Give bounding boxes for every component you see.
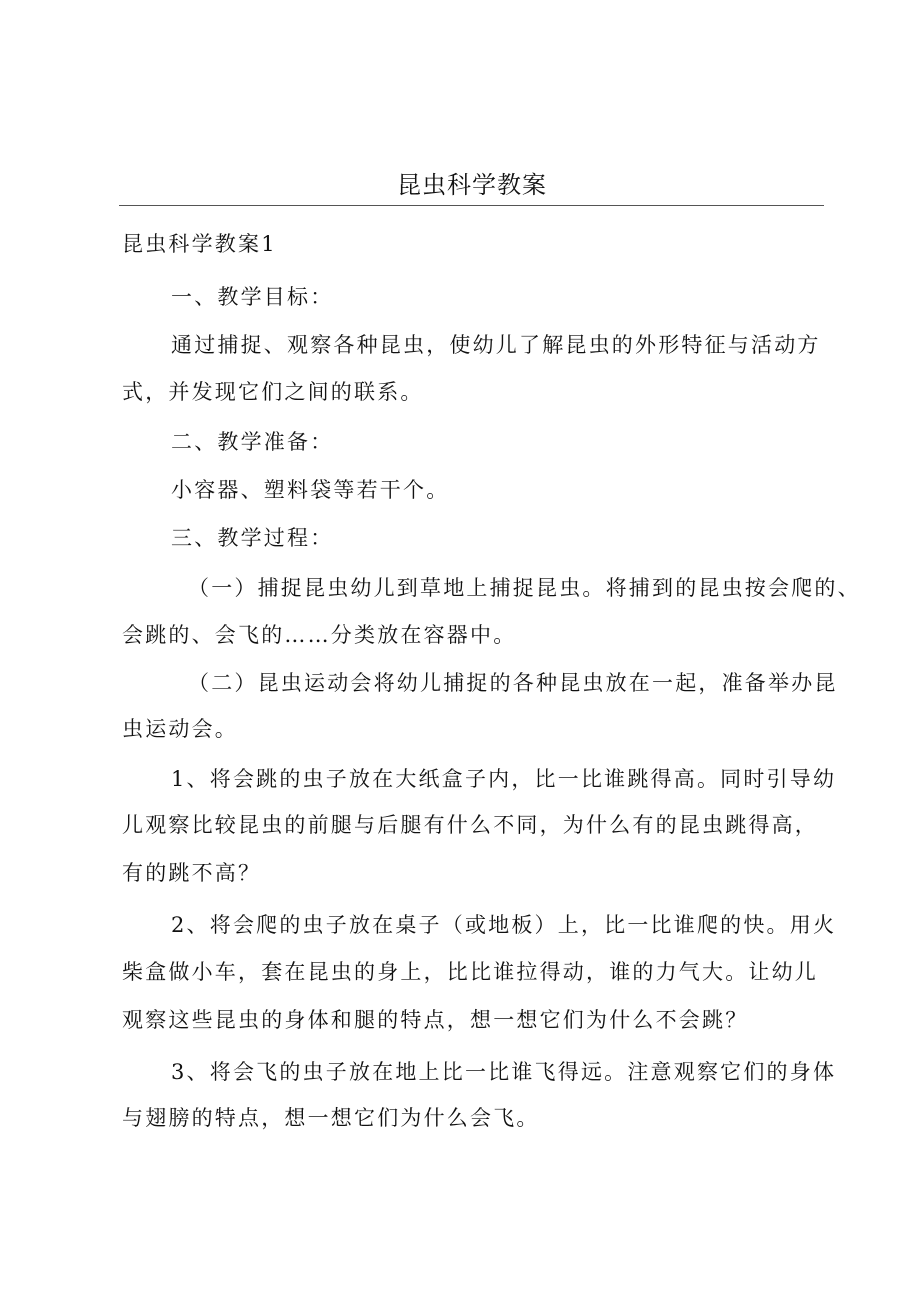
item2-line-1: 2、将会爬的虫子放在桌子（或地板）上，比一比谁爬的快。用火 <box>171 913 837 937</box>
title-underline <box>119 205 824 206</box>
item1-line-2: 儿观察比较昆虫的前腿与后腿有什么不同，为什么有的昆虫跳得高， <box>122 813 818 837</box>
item3-line-2: 与翅膀的特点，想一想它们为什么会飞。 <box>122 1106 540 1130</box>
item2-line-2: 柴盒做小车，套在昆虫的身上，比比谁拉得动，谁的力气大。让幼儿 <box>122 960 818 984</box>
step1-line-2: 会跳的、会飞的……分类放在容器中。 <box>122 623 517 647</box>
step2-line-2: 虫运动会。 <box>122 717 238 741</box>
section-heading: 昆虫科学教案1 <box>122 232 277 256</box>
step1-line-1: （一）捕捉昆虫幼儿到草地上捕捉昆虫。将捕到的昆虫按会爬的、 <box>188 576 861 600</box>
step2-line-1: （二）昆虫运动会将幼儿捕捉的各种昆虫放在一起，准备举办昆 <box>188 671 838 695</box>
prep-heading: 二、教学准备： <box>171 430 334 454</box>
prep-text: 小容器、塑料袋等若干个。 <box>171 478 450 502</box>
goal-text-line-2: 式，并发现它们之间的联系。 <box>122 380 424 404</box>
item1-line-1: 1、将会跳的虫子放在大纸盒子内，比一比谁跳得高。同时引导幼 <box>171 767 837 791</box>
goal-text-line-1: 通过捕捉、观察各种昆虫，使幼儿了解昆虫的外形特征与活动方 <box>171 333 821 357</box>
item1-line-3: 有的跳不高？ <box>122 861 262 885</box>
process-heading: 三、教学过程： <box>171 526 334 550</box>
item3-line-1: 3、将会飞的虫子放在地上比一比谁飞得远。注意观察它们的身体 <box>171 1060 837 1084</box>
page-title: 昆虫科学教案 <box>397 171 547 199</box>
goal-heading: 一、教学目标： <box>171 285 334 309</box>
item2-line-3: 观察这些昆虫的身体和腿的特点，想一想它们为什么不会跳？ <box>122 1008 749 1032</box>
